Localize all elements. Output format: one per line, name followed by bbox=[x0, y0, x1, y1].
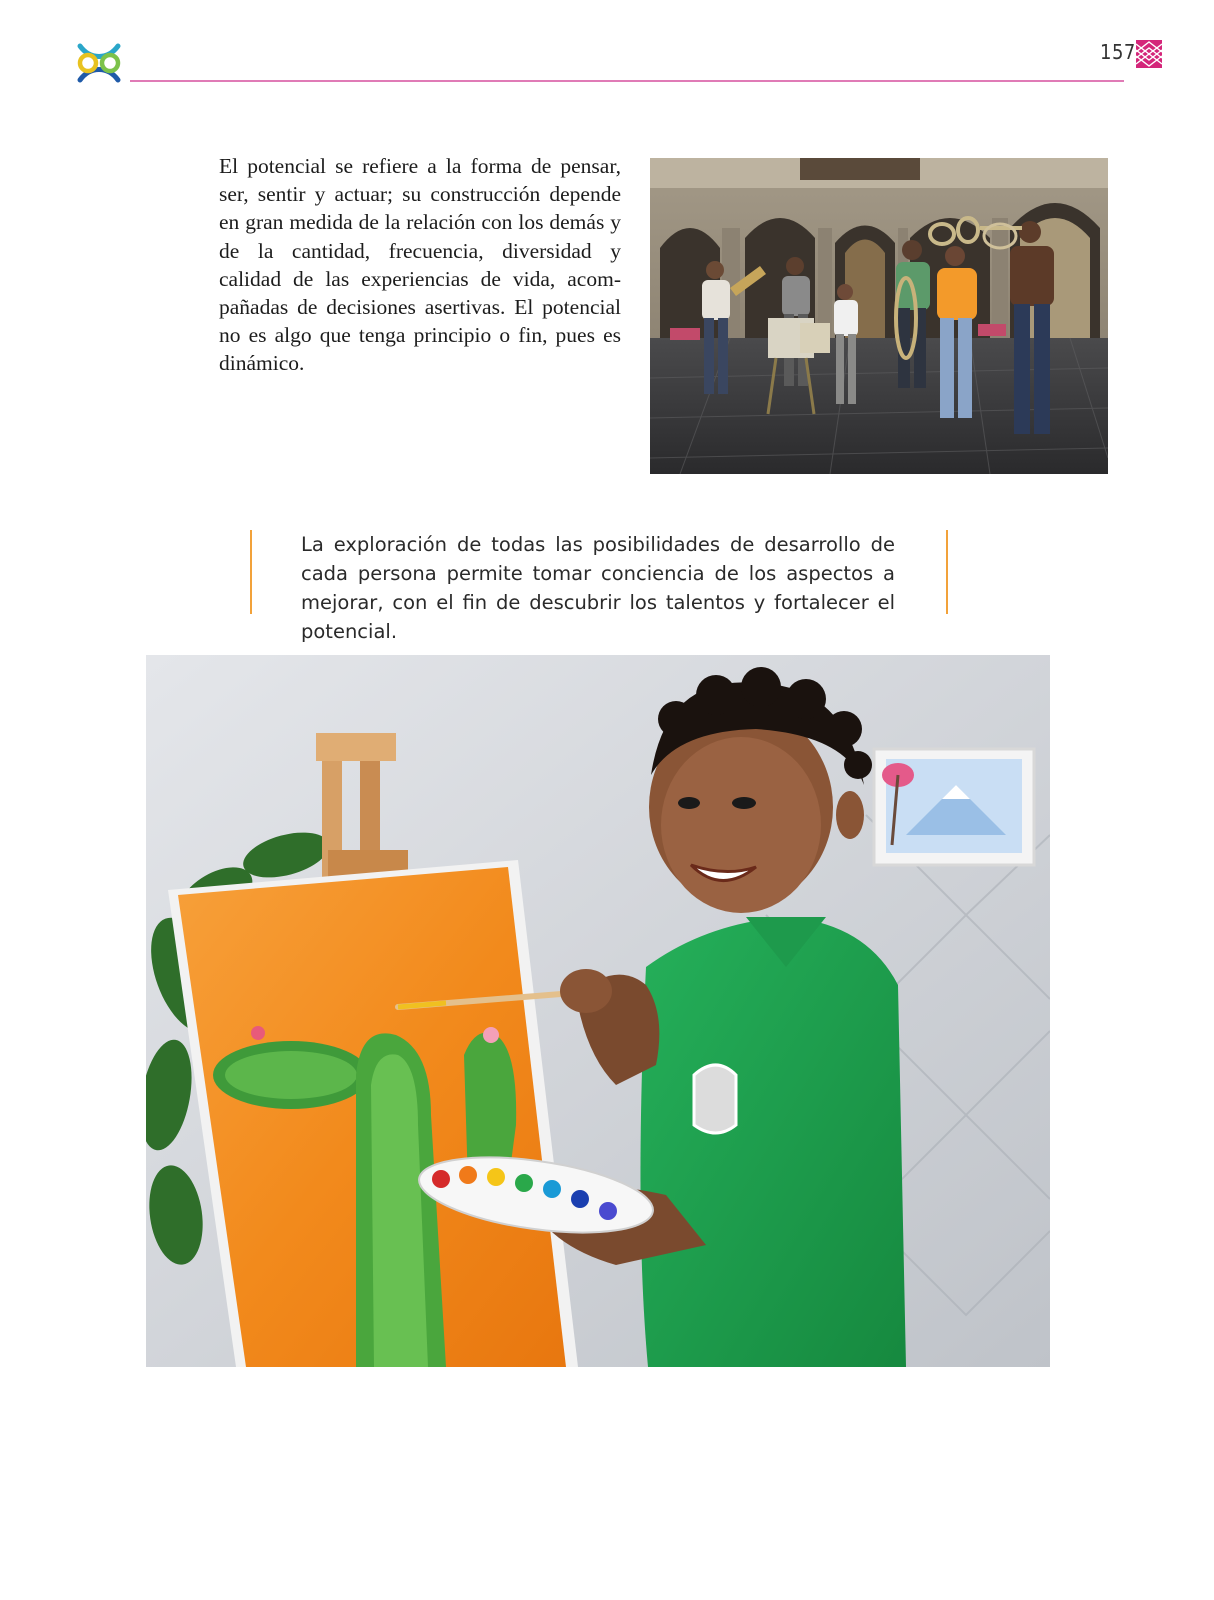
quote-left-bar bbox=[250, 530, 252, 614]
intro-paragraph: El potencial se refiere a la forma de pensar, ser, sentir y actuar; su construcción depende en gran medida de la relación con los demás y de la cantidad, frecuencia, diversidad y calidad de las experiencias de vida, acompañadas de decisiones asertivas. El potencial no es algo que tenga principio o fin, pues es dinámico. bbox=[219, 154, 621, 376]
header-divider bbox=[130, 80, 1124, 82]
photo-boy-painting-cactus bbox=[146, 655, 1050, 1367]
page-number: 157 bbox=[1100, 40, 1136, 64]
quote-text: La exploración de todas las posibilidades de desarrollo de cada persona permite tomar conciencia de los aspectos a mejorar, con el fin de descubrir los talentos y fortalecer el potencial. bbox=[301, 533, 895, 643]
photo-children-playing-instruments bbox=[650, 158, 1108, 474]
pink-woven-pattern-icon bbox=[1136, 40, 1162, 68]
publisher-logo-icon bbox=[76, 40, 122, 86]
highlight-quote bbox=[250, 530, 948, 643]
quote-right-bar bbox=[946, 530, 948, 614]
